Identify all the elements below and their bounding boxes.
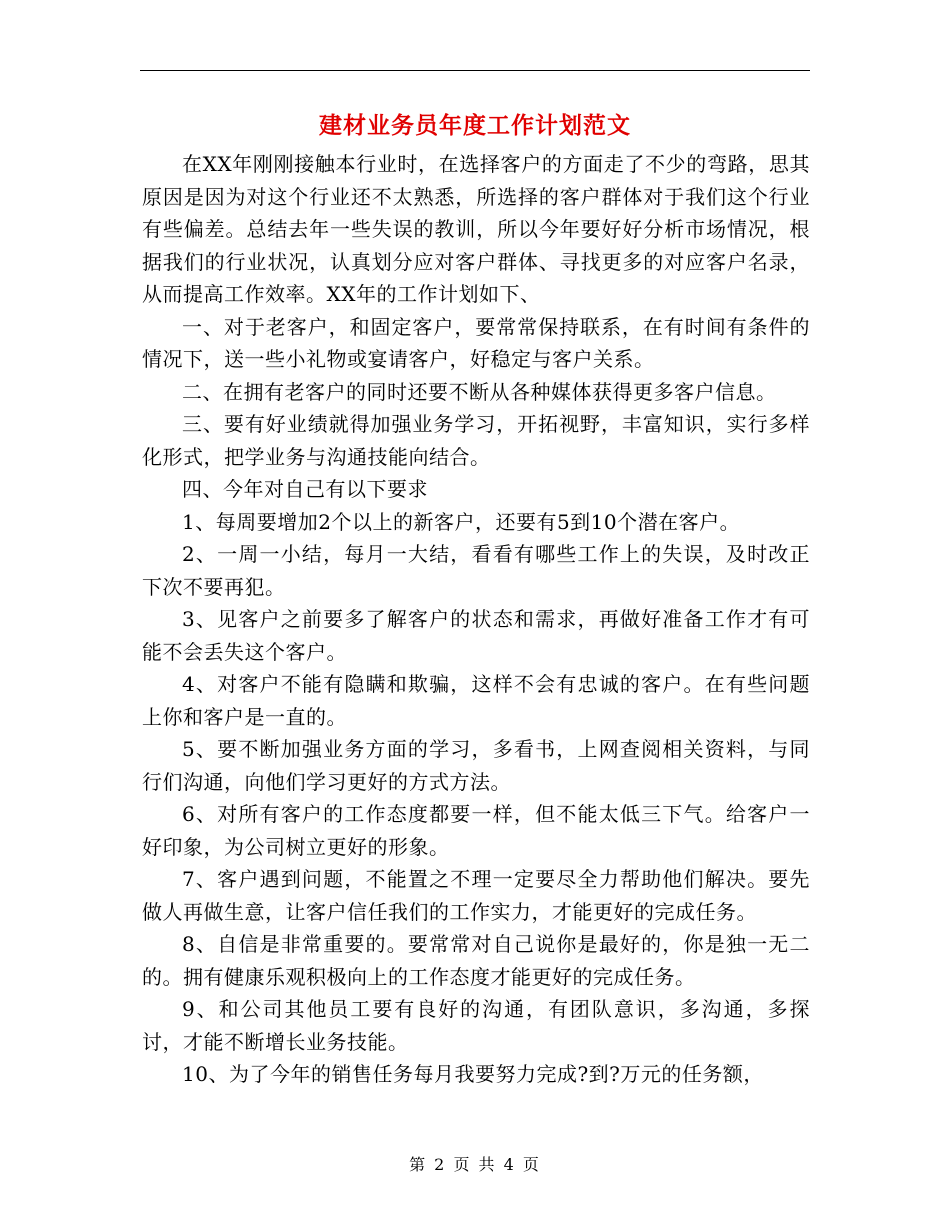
requirement-8: 8、自信是非常重要的。要常常对自己说你是最好的，你是独一无二的。拥有健康乐观积极向上的工作态度才能更好的完成任务。 (142, 932, 810, 989)
requirement-2: 2、一周一小结，每月一大结，看看有哪些工作上的失误，及时改正下次不要再犯。 (142, 542, 810, 599)
requirement-10: 10、为了今年的销售任务每月我要努力完成?到?万元的任务额， (182, 1062, 764, 1086)
paragraph-intro: 在XX年刚刚接触本行业时，在选择客户的方面走了不少的弯路，思其原因是因为对这个行业还不太熟悉，所选择的客户群体对于我们这个行业有些偏差。总结去年一些失误的教训，所以今年要好好分析市场情况，根据我们的行业状况，认真划分应对客户群体、寻找更多的对应客户名录，从而提高工作效率。XX年的工作计划如下、 (142, 152, 810, 306)
requirement-5: 5、要不断加强业务方面的学习，多看书，上网查阅相关资料，与同行们沟通，向他们学习更好的方式方法。 (142, 737, 810, 794)
requirement-1: 1、每周要增加2个以上的新客户，还要有5到10个潜在客户。 (182, 509, 741, 534)
requirement-6: 6、对所有客户的工作态度都要一样，但不能太低三下气。给客户一好印象，为公司树立更好的形象。 (142, 802, 810, 859)
page-number: 第 2 页 共 4 页 (409, 1155, 541, 1174)
document-body (142, 148, 810, 1091)
paragraph-item-1: 一、对于老客户，和固定客户，要常常保持联系，在有时间有条件的情况下，送一些小礼物或宴请客户，好稳定与客户关系。 (142, 314, 810, 371)
paragraph-item-3: 三、要有好业绩就得加强业务学习，开拓视野，丰富知识，实行多样化形式，把学业务与沟通技能向结合。 (142, 412, 810, 469)
header-rule (140, 70, 810, 71)
requirement-4: 4、对客户不能有隐瞒和欺骗，这样不会有忠诚的客户。在有些问题上你和客户是一直的。 (142, 672, 810, 729)
requirement-3: 3、见客户之前要多了解客户的状态和需求，再做好准备工作才有可能不会丢失这个客户。 (142, 607, 810, 664)
paragraph-item-4: 四、今年对自己有以下要求 (182, 477, 428, 501)
requirement-9: 9、和公司其他员工要有良好的沟通，有团队意识，多沟通，多探讨，才能不断增长业务技能。 (142, 997, 810, 1054)
document-title: 建材业务员年度工作计划范文 (319, 112, 631, 139)
paragraph-item-2: 二、在拥有老客户的同时还要不断从各种媒体获得更多客户信息。 (182, 379, 777, 404)
requirement-7: 7、客户遇到问题，不能置之不理一定要尽全力帮助他们解决。要先做人再做生意，让客户信任我们的工作实力，才能更好的完成任务。 (142, 867, 810, 924)
